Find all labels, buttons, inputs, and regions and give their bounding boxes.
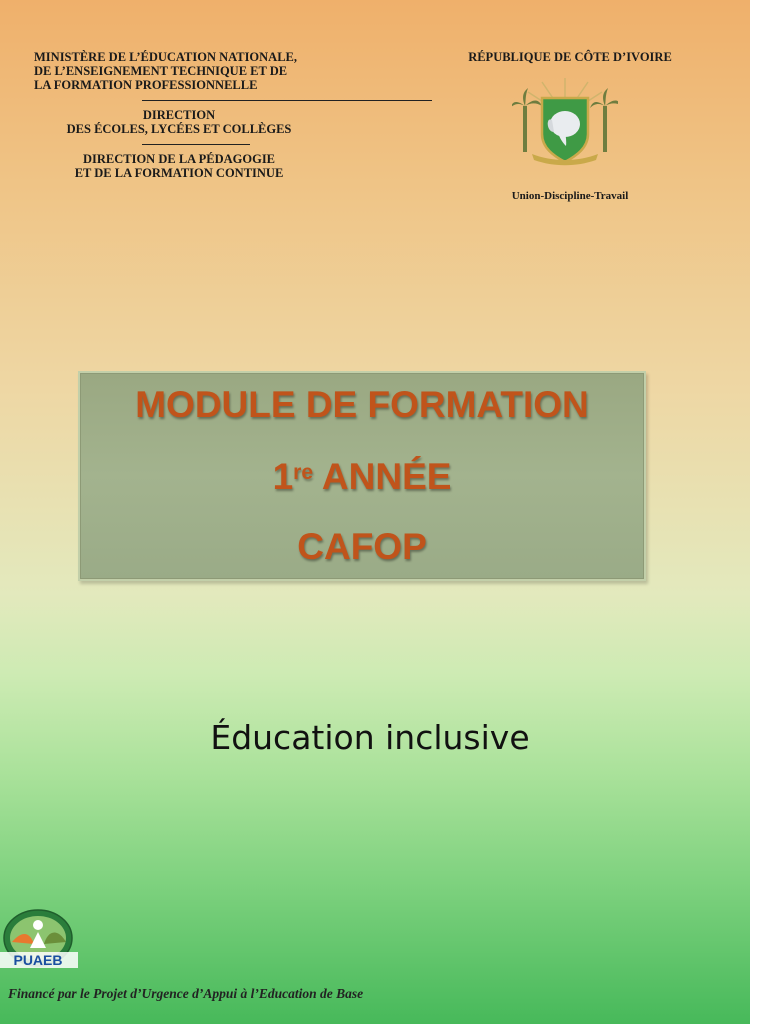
puaeb-logo-text: PUAEB <box>13 952 63 968</box>
national-motto: Union-Discipline-Travail <box>511 190 629 202</box>
country-name: RÉPUBLIQUE DE CÔTE D’IVOIRE <box>468 50 672 64</box>
coat-of-arms-elephant-icon <box>512 76 618 168</box>
program-title: CAFOP <box>297 526 427 567</box>
subject-title: Éducation inclusive <box>210 718 530 757</box>
sub-direction-name: DIRECTION DE LA PÉDAGOGIE ET DE LA FORMATION CONTINUE <box>74 152 284 180</box>
ministry-name: MINISTÈRE DE L’ÉDUCATION NATIONALE, DE L’ENSEIGNEMENT TECHNIQUE ET DE LA FORMATION PROFESSIONNELLE <box>34 50 298 92</box>
divider <box>142 144 250 145</box>
year-title: 1re ANNÉE <box>272 456 452 497</box>
ministry-header <box>34 50 354 180</box>
puaeb-logo <box>0 908 80 980</box>
title-box <box>78 371 646 581</box>
divider <box>142 100 432 101</box>
direction-name: DIRECTION DES ÉCOLES, LYCÉES ET COLLÈGES <box>66 108 292 136</box>
funding-note: Financé par le Projet d’Urgence d’Appui à l’Education de Base <box>8 986 364 1001</box>
module-title: MODULE DE FORMATION <box>135 384 589 425</box>
